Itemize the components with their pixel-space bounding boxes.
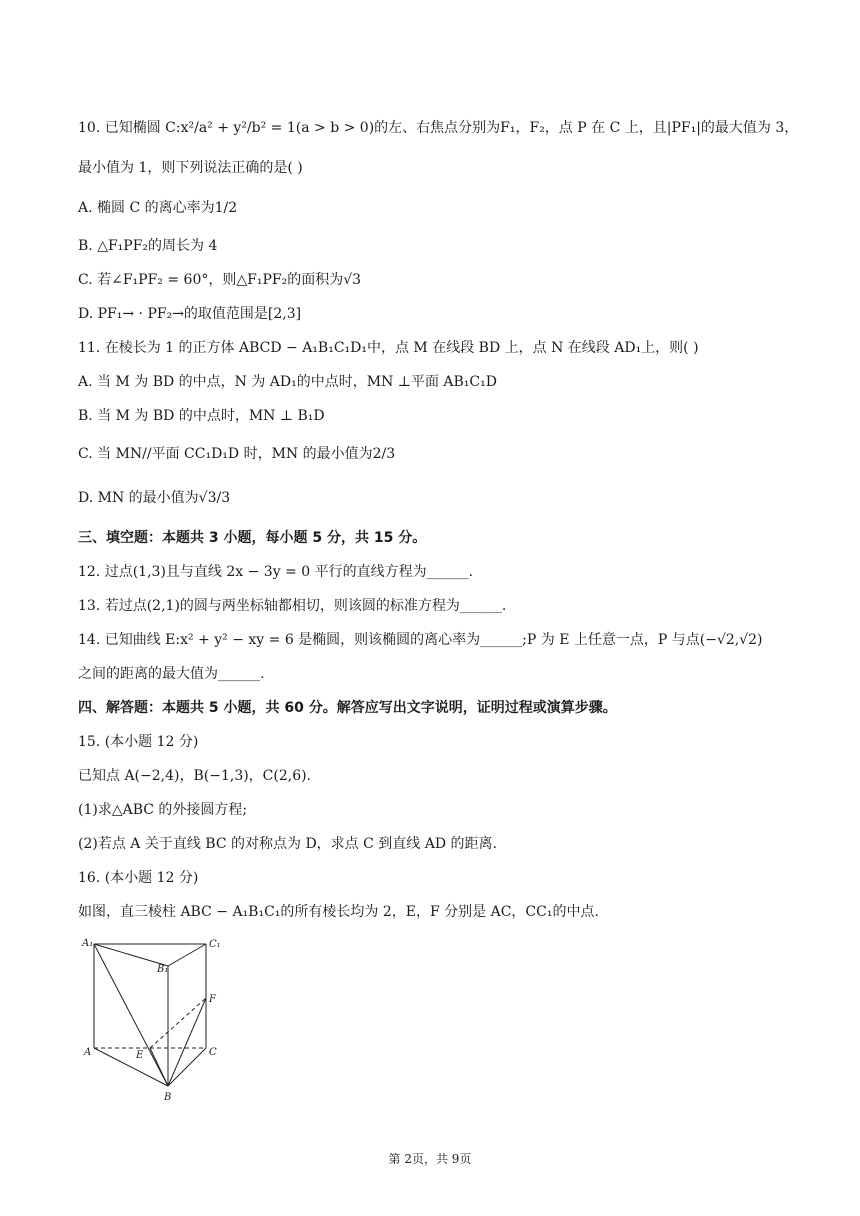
q11-line1: 11. 在棱长为 1 的正方体 ABCD − A₁B₁C₁D₁中，点 M 在线段 BD 上，点 N 在线段 AD₁上，则( ) xyxy=(78,340,699,356)
edge-a1-b1 xyxy=(94,944,168,966)
q14-line2: 之间的距离的最大值为______. xyxy=(78,666,265,682)
q15-head: 15. (本小题 12 分) xyxy=(78,734,199,750)
label-a1: A₁ xyxy=(82,938,94,949)
section3: 三、填空题：本题共 3 小题，每小题 5 分，共 15 分。 xyxy=(78,530,427,546)
q12: 12. 过点(1,3)且与直线 2x − 3y = 0 平行的直线方程为______. xyxy=(78,564,474,580)
q10-line2: 最小值为 1，则下列说法正确的是( ) xyxy=(78,160,303,176)
label-c1: C₁ xyxy=(209,939,221,950)
q10-line1: 10. 已知椭圆 C:x²/a² + y²/b² = 1(a > b > 0)的左、右焦点分别为F₁，F₂，点 P 在 C 上，且|PF₁|的最大值为 3， xyxy=(78,120,799,136)
edge-b1-c1 xyxy=(168,944,206,966)
label-e: E xyxy=(136,1050,144,1061)
prism-figure xyxy=(80,936,230,1106)
q14-line1: 14. 已知曲线 E:x² + y² − xy = 6 是椭圆，则该椭圆的离心率为______;P 为 E 上任意一点，P 与点(−√2,√2) xyxy=(78,632,763,648)
q16-line1: 如图，直三棱柱 ABC − A₁B₁C₁的所有棱长均为 2，E，F 分别是 AC，CC₁的中点. xyxy=(78,904,599,920)
q10-opt-d: D. PF₁→ · PF₂→的取值范围是[2,3] xyxy=(78,306,302,322)
q11-opt-a: A. 当 M 为 BD 的中点，N 为 AD₁的中点时，MN ⊥平面 AB₁C₁D xyxy=(78,374,497,390)
label-b1: B₁ xyxy=(157,964,169,975)
q15-part2: (2)若点 A 关于直线 BC 的对称点为 D，求点 C 到直线 AD 的距离. xyxy=(78,836,497,852)
page-footer: 第 2页，共 9页 xyxy=(388,1152,472,1166)
edge-e-f-dashed xyxy=(150,998,206,1048)
edge-f-b xyxy=(168,998,206,1086)
q13: 13. 若过点(2,1)的圆与两坐标轴都相切，则该圆的标准方程为______. xyxy=(78,598,507,614)
q15-line1: 已知点 A(−2,4)，B(−1,3)，C(2,6). xyxy=(78,768,312,784)
q11-opt-b: B. 当 M 为 BD 的中点时，MN ⊥ B₁D xyxy=(78,408,325,424)
label-c: C xyxy=(209,1047,217,1058)
section4: 四、解答题：本题共 5 小题，共 60 分。解答应写出文字说明，证明过程或演算步骤。 xyxy=(78,700,617,716)
q11-opt-c: C. 当 MN//平面 CC₁D₁D 时，MN 的最小值为2/3 xyxy=(78,446,396,462)
label-b: B xyxy=(164,1092,172,1103)
label-f: F xyxy=(209,994,216,1005)
q10-opt-b: B. △F₁PF₂的周长为 4 xyxy=(78,238,218,254)
q10-opt-a: A. 椭圆 C 的离心率为1/2 xyxy=(78,200,238,216)
q10-opt-c: C. 若∠F₁PF₂ = 60°，则△F₁PF₂的面积为√3 xyxy=(78,272,362,288)
label-a: A xyxy=(84,1047,92,1058)
q15-part1: (1)求△ABC 的外接圆方程; xyxy=(78,802,248,818)
edge-c-b xyxy=(168,1048,206,1086)
q16-head: 16. (本小题 12 分) xyxy=(78,870,199,886)
q11-opt-d: D. MN 的最小值为√3/3 xyxy=(78,490,231,506)
edge-e-b xyxy=(150,1048,168,1086)
edge-a-b xyxy=(94,1048,168,1086)
